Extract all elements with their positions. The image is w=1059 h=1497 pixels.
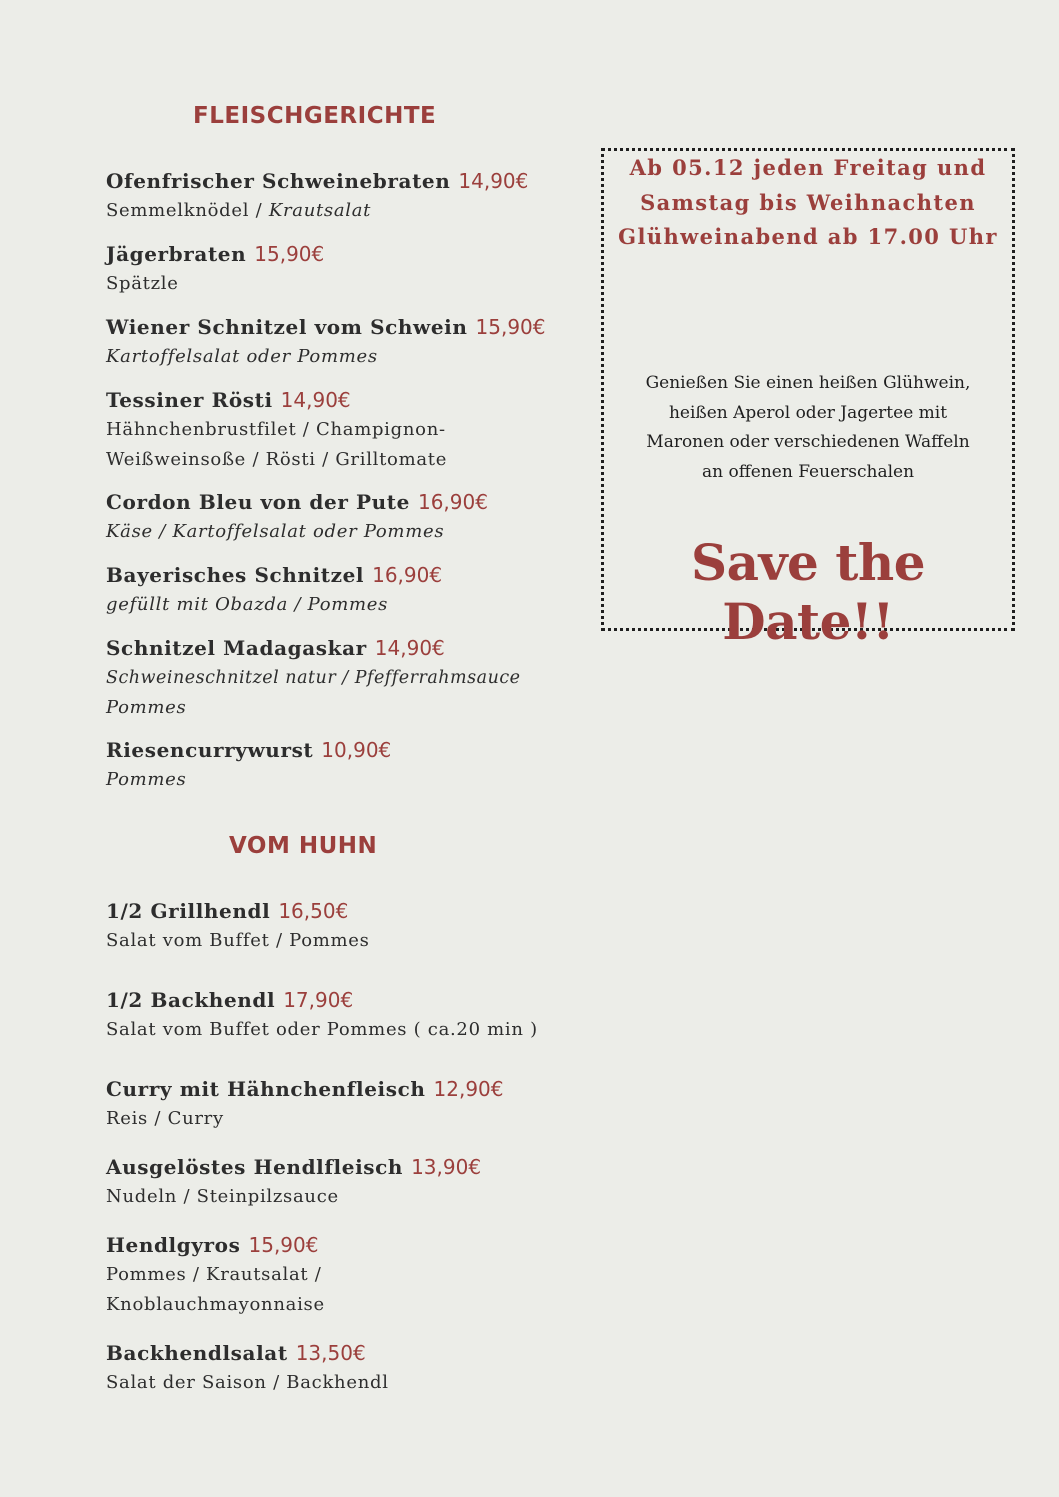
dish-description: Knoblauchmayonnaise <box>106 1294 325 1315</box>
dish-description-italic: gefüllt mit Obazda / Pommes <box>106 594 389 615</box>
dish-price: 17,90€ <box>283 988 354 1012</box>
promo-box <box>601 148 1015 651</box>
dish-item <box>106 239 586 299</box>
dish-description-italic: Kartoffelsalat oder Pommes <box>106 346 378 367</box>
dish-price: 13,50€ <box>295 1341 366 1365</box>
dish-description-italic: Käse / Kartoffelsalat oder Pommes <box>106 521 445 542</box>
dish-name: Ofenfrischer Schweinebraten <box>106 169 451 193</box>
dish-description-italic: Krautsalat <box>268 200 372 221</box>
dish-price: 10,90€ <box>321 738 392 762</box>
dish-description: Weißweinsoße / Rösti / Grilltomate <box>106 449 448 470</box>
dish-name: Schnitzel Madagaskar <box>106 636 367 660</box>
dish-price: 15,90€ <box>248 1233 319 1257</box>
dish-name: Tessiner Rösti <box>106 388 273 412</box>
promo-headline: Ab 05.12 jeden Freitag und Samstag bis Weihnachten Glühweinabend ab 17.00 Uhr <box>618 155 998 249</box>
dish-description: Hähnchenbrustfilet / Champignon- <box>106 419 446 440</box>
dish-name: Cordon Bleu von der Pute <box>106 490 410 514</box>
dish-price: 15,90€ <box>254 242 325 266</box>
dish-description: Salat der Saison / Backhendl <box>106 1372 389 1393</box>
dish-name: Riesencurrywurst <box>106 738 314 762</box>
dish-price: 14,90€ <box>374 636 445 660</box>
dish-item <box>106 385 586 475</box>
dish-name: 1/2 Backhendl <box>106 988 276 1012</box>
dish-price: 16,50€ <box>278 899 349 923</box>
dish-name: Bayerisches Schnitzel <box>106 563 365 587</box>
dish-name: Ausgelöstes Hendlfleisch <box>106 1155 404 1179</box>
dish-description: Pommes / Krautsalat / <box>106 1264 322 1285</box>
dish-description: Semmelknödel / <box>106 200 269 221</box>
dish-item <box>106 985 586 1045</box>
dish-description-italic: Pommes <box>106 697 187 718</box>
dish-price: 14,90€ <box>280 388 351 412</box>
dish-price: 16,90€ <box>372 563 443 587</box>
dish-item <box>106 487 586 547</box>
dish-name: Backhendlsalat <box>106 1341 288 1365</box>
promo-body: Genießen Sie einen heißen Glühwein, heißen Aperol oder Jagertee mit Maronen oder verschiedenen Waffeln an offenen Feuerschalen <box>645 373 971 482</box>
dish-price: 15,90€ <box>475 315 546 339</box>
section-title-fleischgerichte: FLEISCHGERICHTE <box>193 103 437 129</box>
dish-item <box>106 560 586 620</box>
dish-item <box>106 1230 586 1320</box>
dish-item <box>106 633 586 723</box>
dish-description: Spätzle <box>106 273 179 294</box>
dish-price: 13,90€ <box>411 1155 482 1179</box>
dish-price: 12,90€ <box>433 1077 504 1101</box>
save-the-date-text: Save the Date!! <box>690 533 926 651</box>
dish-price: 14,90€ <box>458 169 529 193</box>
dish-description: Reis / Curry <box>106 1108 224 1129</box>
dish-description: Salat vom Buffet / Pommes <box>106 930 370 951</box>
dish-name: Hendlgyros <box>106 1233 241 1257</box>
dish-item <box>106 896 586 956</box>
dish-item <box>106 312 586 372</box>
dish-description: Salat vom Buffet oder Pommes ( ca.20 min ) <box>106 1019 538 1040</box>
dish-item <box>106 166 586 226</box>
dish-name: Jägerbraten <box>106 242 247 266</box>
dish-item <box>106 1152 586 1212</box>
dish-description-italic: Schweineschnitzel natur / Pfefferrahmsauce <box>106 668 521 688</box>
dish-item <box>106 735 586 795</box>
dish-item <box>106 1338 586 1398</box>
dish-name: Wiener Schnitzel vom Schwein <box>106 315 468 339</box>
dish-description: Nudeln / Steinpilzsauce <box>106 1186 339 1207</box>
dish-price: 16,90€ <box>417 490 488 514</box>
section-title-vom-huhn: VOM HUHN <box>229 833 378 859</box>
dish-name: Curry mit Hähnchenfleisch <box>106 1077 426 1101</box>
dish-description-italic: Pommes <box>106 769 187 790</box>
dish-item <box>106 1074 586 1134</box>
dish-name: 1/2 Grillhendl <box>106 899 271 923</box>
